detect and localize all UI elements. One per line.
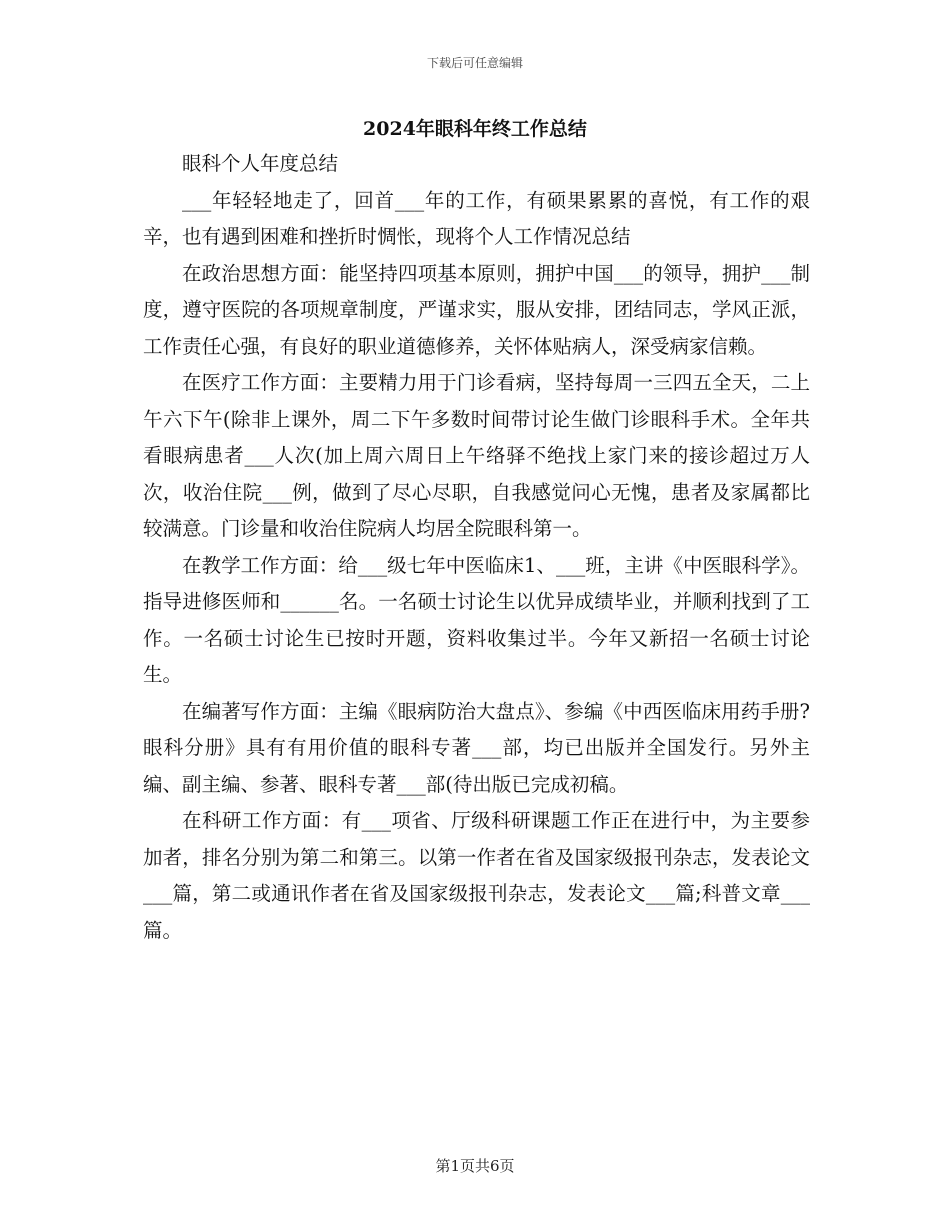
- download-note: 下载后可任意编辑: [426, 56, 523, 70]
- paragraph-medical: 在医疗工作方面：主要精力用于门诊看病，坚持每周一三四五全天，二上午六下午(除非上课外，周二下午多数时间带讨论生做门诊眼科手术。全年共看眼病患者___人次(加上周六周日上午络驿不绝找上家门来的接诊超过万人次，收治住院___例，做到了尽心尽职，自我感觉问心无愧，患者及家属都比较满意。门诊量和收治住院病人均居全院眼科第一。: [143, 371, 810, 540]
- document-title: 2024年眼科年终工作总结: [363, 118, 587, 140]
- page-number: 第1页共6页: [435, 1157, 515, 1175]
- paragraph-political: 在政治思想方面：能坚持四项基本原则，拥护中国___的领导，拥护___制度，遵守医院的各项规章制度，严谨求实，服从安排，团结同志，学风正派，工作责任心强，有良好的职业道德修养，关怀体贴病人，深受病家信赖。: [143, 261, 810, 358]
- paragraph-subtitle: 眼科个人年度总结: [182, 152, 339, 175]
- paragraph-intro: ___年轻轻地走了，回首___年的工作，有硕果累累的喜悦，有工作的艰辛，也有遇到困难和挫折时惆怅，现将个人工作情况总结: [143, 188, 810, 248]
- paragraph-teaching: 在教学工作方面：给___级七年中医临床1、___班，主讲《中医眼科学》。指导进修医师和______名。一名硕士讨论生以优异成绩毕业，并顺利找到了工作。一名硕士讨论生已按时开题，资料收集过半。今年又新招一名硕士讨论生。: [143, 553, 810, 686]
- paragraph-research: 在科研工作方面：有___项省、厅级科研课题工作正在进行中，为主要参加者，排名分别为第二和第三。以第一作者在省及国家级报刊杂志，发表论文___篇，第二或通讯作者在省及国家级报刊杂志，发表论文___篇;科普文章___篇。: [143, 809, 810, 942]
- paragraph-writing: 在编著写作方面：主编《眼病防治大盘点》、参编《中西医临床用药手册?眼科分册》具有有用价值的眼科专著___部，均已出版并全国发行。另外主编、副主编、参著、眼科专著___部(待出版已完成初稿。: [143, 699, 810, 796]
- document-body: [143, 146, 810, 949]
